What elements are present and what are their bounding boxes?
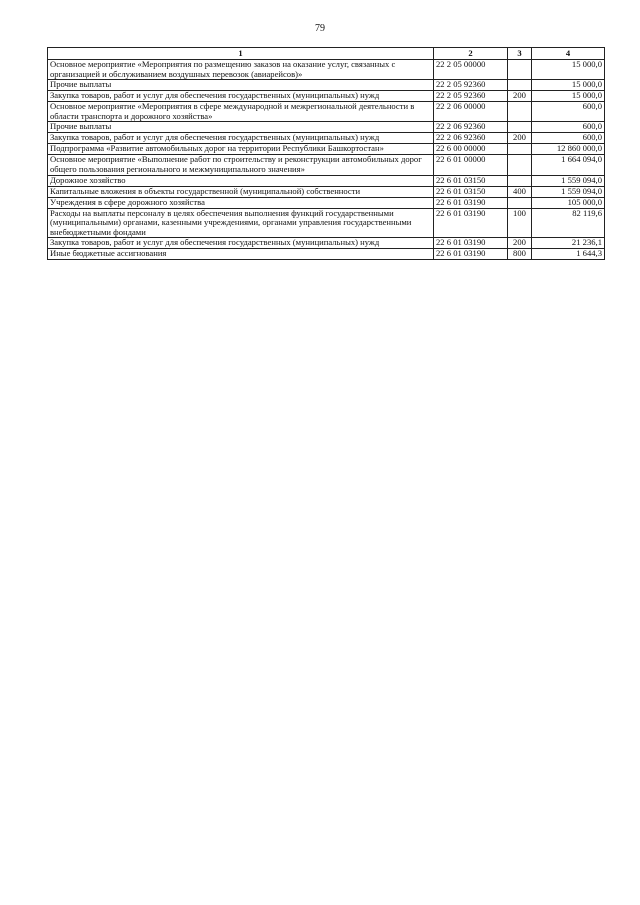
row-name-cell: Закупка товаров, работ и услуг для обеспечения государственных (муниципальных) нужд [48, 133, 434, 144]
header-col-4: 4 [532, 48, 605, 60]
row-name-cell: Закупка товаров, работ и услуг для обеспечения государственных (муниципальных) нужд [48, 238, 434, 249]
row-type-cell [508, 155, 532, 175]
row-name-cell: Расходы на выплаты персоналу в целях обеспечения выполнения функций государственными (муниципальными) органами, казенными учреждениями, органами управления государственными внебюджетными фондами [48, 208, 434, 238]
row-amount-cell: 105 000,0 [532, 197, 605, 208]
row-amount-cell: 600,0 [532, 133, 605, 144]
row-name-cell: Закупка товаров, работ и услуг для обеспечения государственных (муниципальных) нужд [48, 91, 434, 102]
row-name-cell: Прочие выплаты [48, 80, 434, 91]
row-amount-cell: 15 000,0 [532, 60, 605, 80]
table-row [48, 60, 605, 80]
row-type-cell: 200 [508, 133, 532, 144]
row-amount-cell: 600,0 [532, 122, 605, 133]
row-amount-cell: 21 236,1 [532, 238, 605, 249]
row-code-cell: 22 2 06 92360 [434, 133, 508, 144]
row-type-cell [508, 60, 532, 80]
row-amount-cell: 1 559 094,0 [532, 175, 605, 186]
row-code-cell: 22 2 05 92360 [434, 91, 508, 102]
header-col-1: 1 [48, 48, 434, 60]
row-amount-cell: 1 644,3 [532, 249, 605, 260]
row-name-cell: Основное мероприятие «Мероприятия в сфере международной и межрегиональной деятельности в области транспорта и дорожного хозяйства» [48, 102, 434, 122]
table-body [48, 60, 605, 260]
row-name-cell: Прочие выплаты [48, 122, 434, 133]
table-row [48, 102, 605, 122]
row-type-cell: 200 [508, 91, 532, 102]
row-type-cell [508, 102, 532, 122]
row-amount-cell: 1 559 094,0 [532, 186, 605, 197]
row-type-cell [508, 80, 532, 91]
row-code-cell: 22 2 05 00000 [434, 60, 508, 80]
table-row [48, 91, 605, 102]
row-code-cell: 22 6 01 03190 [434, 238, 508, 249]
row-amount-cell: 15 000,0 [532, 80, 605, 91]
table-row [48, 208, 605, 238]
row-code-cell: 22 6 00 00000 [434, 144, 508, 155]
row-type-cell [508, 197, 532, 208]
row-amount-cell: 82 119,6 [532, 208, 605, 238]
row-name-cell: Иные бюджетные ассигнования [48, 249, 434, 260]
row-name-cell: Дорожное хозяйство [48, 175, 434, 186]
header-col-2: 2 [434, 48, 508, 60]
row-amount-cell: 1 664 094,0 [532, 155, 605, 175]
table-row [48, 197, 605, 208]
table-row [48, 238, 605, 249]
table-row [48, 249, 605, 260]
row-name-cell: Основное мероприятие «Выполнение работ по строительству и реконструкции автомобильных дорог общего пользования регионального и межмуниципального значения» [48, 155, 434, 175]
row-type-cell [508, 122, 532, 133]
row-name-cell: Основное мероприятие «Мероприятия по размещению заказов на оказание услуг, связанных с организацией и обслуживанием воздушных перевозок (авиарейсов)» [48, 60, 434, 80]
table-row [48, 122, 605, 133]
row-code-cell: 22 6 01 03190 [434, 249, 508, 260]
row-type-cell: 200 [508, 238, 532, 249]
table-row [48, 144, 605, 155]
row-code-cell: 22 6 01 03190 [434, 197, 508, 208]
page-number: 79 [315, 23, 325, 34]
row-type-cell [508, 144, 532, 155]
row-type-cell: 800 [508, 249, 532, 260]
row-code-cell: 22 6 01 03150 [434, 186, 508, 197]
budget-table [47, 47, 605, 260]
row-type-cell [508, 175, 532, 186]
table-row [48, 155, 605, 175]
row-code-cell: 22 6 01 00000 [434, 155, 508, 175]
row-type-cell: 100 [508, 208, 532, 238]
row-code-cell: 22 6 01 03190 [434, 208, 508, 238]
table-row [48, 175, 605, 186]
row-amount-cell: 600,0 [532, 102, 605, 122]
table-row [48, 80, 605, 91]
table-header-row [48, 48, 605, 60]
table-row [48, 133, 605, 144]
row-name-cell: Подпрограмма «Развитие автомобильных дорог на территории Республики Башкортостан» [48, 144, 434, 155]
row-amount-cell: 12 860 000,0 [532, 144, 605, 155]
table-row [48, 186, 605, 197]
row-code-cell: 22 2 05 92360 [434, 80, 508, 91]
row-amount-cell: 15 000,0 [532, 91, 605, 102]
row-name-cell: Капитальные вложения в объекты государственной (муниципальной) собственности [48, 186, 434, 197]
row-name-cell: Учреждения в сфере дорожного хозяйства [48, 197, 434, 208]
row-type-cell: 400 [508, 186, 532, 197]
row-code-cell: 22 2 06 00000 [434, 102, 508, 122]
row-code-cell: 22 2 06 92360 [434, 122, 508, 133]
header-col-3: 3 [508, 48, 532, 60]
row-code-cell: 22 6 01 03150 [434, 175, 508, 186]
